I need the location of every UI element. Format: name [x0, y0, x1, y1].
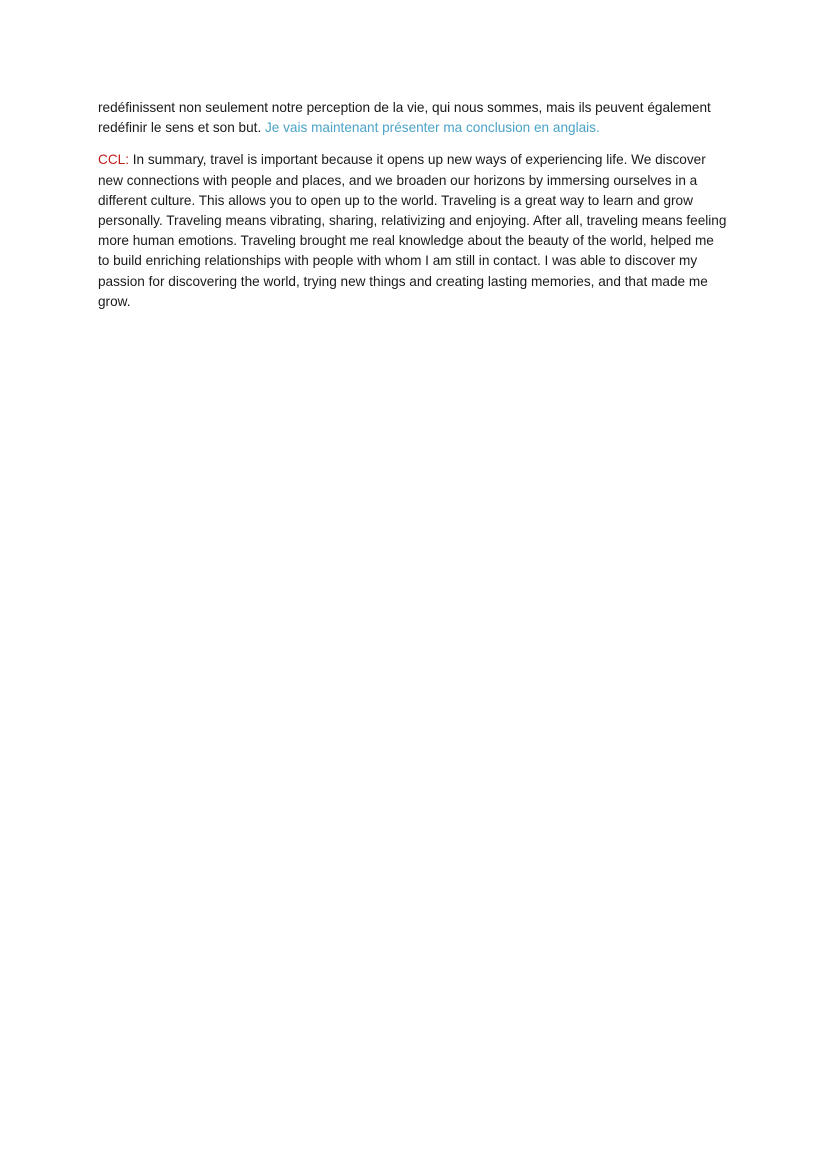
paragraph-intro	[98, 98, 728, 138]
paragraph-intro-highlight: Je vais maintenant présenter ma conclusion en anglais.	[265, 120, 600, 136]
conclusion-label: CCL:	[98, 152, 129, 168]
document-body	[98, 98, 728, 312]
paragraph-conclusion-text: In summary, travel is important because it opens up new ways of experiencing life. We discover new connections with people and places, and we broaden our horizons by immersing ourselves in a different culture. This allows you to open up to the world. Traveling is a great way to learn and grow personally. Traveling means vibrating, sharing, relativizing and enjoying. After all, traveling means feeling more human emotions. Traveling brought me real knowledge about the beauty of the world, helped me to build enriching relationships with people with whom I am still in contact. I was able to discover my passion for discovering the world, trying new things and creating lasting memories, and that made me grow.	[98, 152, 727, 309]
paragraph-intro-text: redéfinissent non seulement notre perception de la vie, qui nous sommes, mais ils peuvent également redéfinir le sens et son but.	[98, 100, 711, 136]
paragraph-conclusion	[98, 150, 728, 312]
